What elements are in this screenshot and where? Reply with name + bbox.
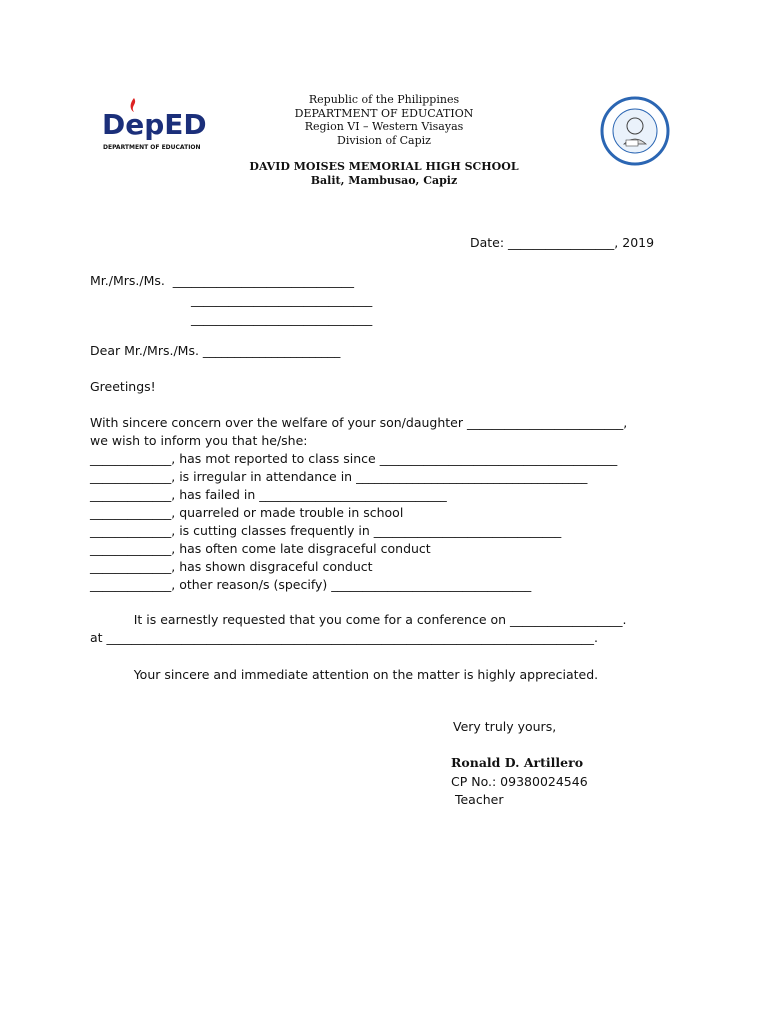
date-line: Date: _________________, 2019: [470, 235, 655, 250]
request-line-2: at ______________________________________________________________________________.: [90, 630, 599, 645]
signer-title: Teacher: [451, 792, 504, 807]
reason-item: _____________, is cutting classes frequently in ______________________________: [90, 523, 562, 538]
addressee-line-3: _____________________________: [191, 311, 373, 326]
closing-paragraph: Your sincere and immediate attention on the matter is highly appreciated.: [90, 667, 599, 682]
logo-wordmark-dep: DepED: [102, 108, 207, 141]
addressee-line-1: Mr./Mrs./Ms. _____________________________: [90, 273, 355, 288]
signer-contact: CP No.: 09380024546: [451, 774, 588, 789]
reason-item: _____________, quarreled or made trouble in school: [90, 505, 404, 520]
reason-item: _____________, has mot reported to class since ______________________________________: [90, 451, 618, 466]
intro-line-2: we wish to inform you that he/she:: [90, 433, 308, 448]
request-line-1: It is earnestly requested that you come for a conference on __________________.: [90, 612, 627, 627]
school-name: DAVID MOISES MEMORIAL HIGH SCHOOL: [249, 160, 519, 173]
reason-item: _____________, has failed in ______________________________: [90, 487, 447, 502]
complimentary-close: Very truly yours,: [453, 719, 557, 734]
intro-line-1: With sincere concern over the welfare of your son/daughter _________________________,: [90, 415, 628, 430]
letterhead: [200, 93, 568, 187]
reason-item: _____________, is irregular in attendance in _____________________________________: [90, 469, 588, 484]
division-line: Division of Capiz: [337, 133, 431, 147]
salutation: Dear Mr./Mrs./Ms. ______________________: [90, 343, 341, 358]
reason-item: _____________, other reason/s (specify) ________________________________: [90, 577, 532, 592]
signer-name: Ronald D. Artillero: [451, 755, 584, 770]
logo-subtext: DEPARTMENT OF EDUCATION: [103, 144, 201, 151]
addressee-line-2: _____________________________: [191, 292, 373, 307]
reason-item: _____________, has shown disgraceful conduct: [90, 559, 373, 574]
school-seal: [600, 96, 670, 166]
republic-line: Republic of the Philippines: [308, 93, 460, 106]
department-line: DEPARTMENT OF EDUCATION: [294, 106, 474, 120]
deped-logo: [100, 94, 207, 154]
reason-item: _____________, has often come late disgraceful conduct: [90, 541, 431, 556]
greeting: Greetings!: [90, 379, 156, 394]
region-line: Region VI – Western Visayas: [304, 120, 464, 133]
school-address: Balit, Mambusao, Capiz: [310, 173, 458, 187]
